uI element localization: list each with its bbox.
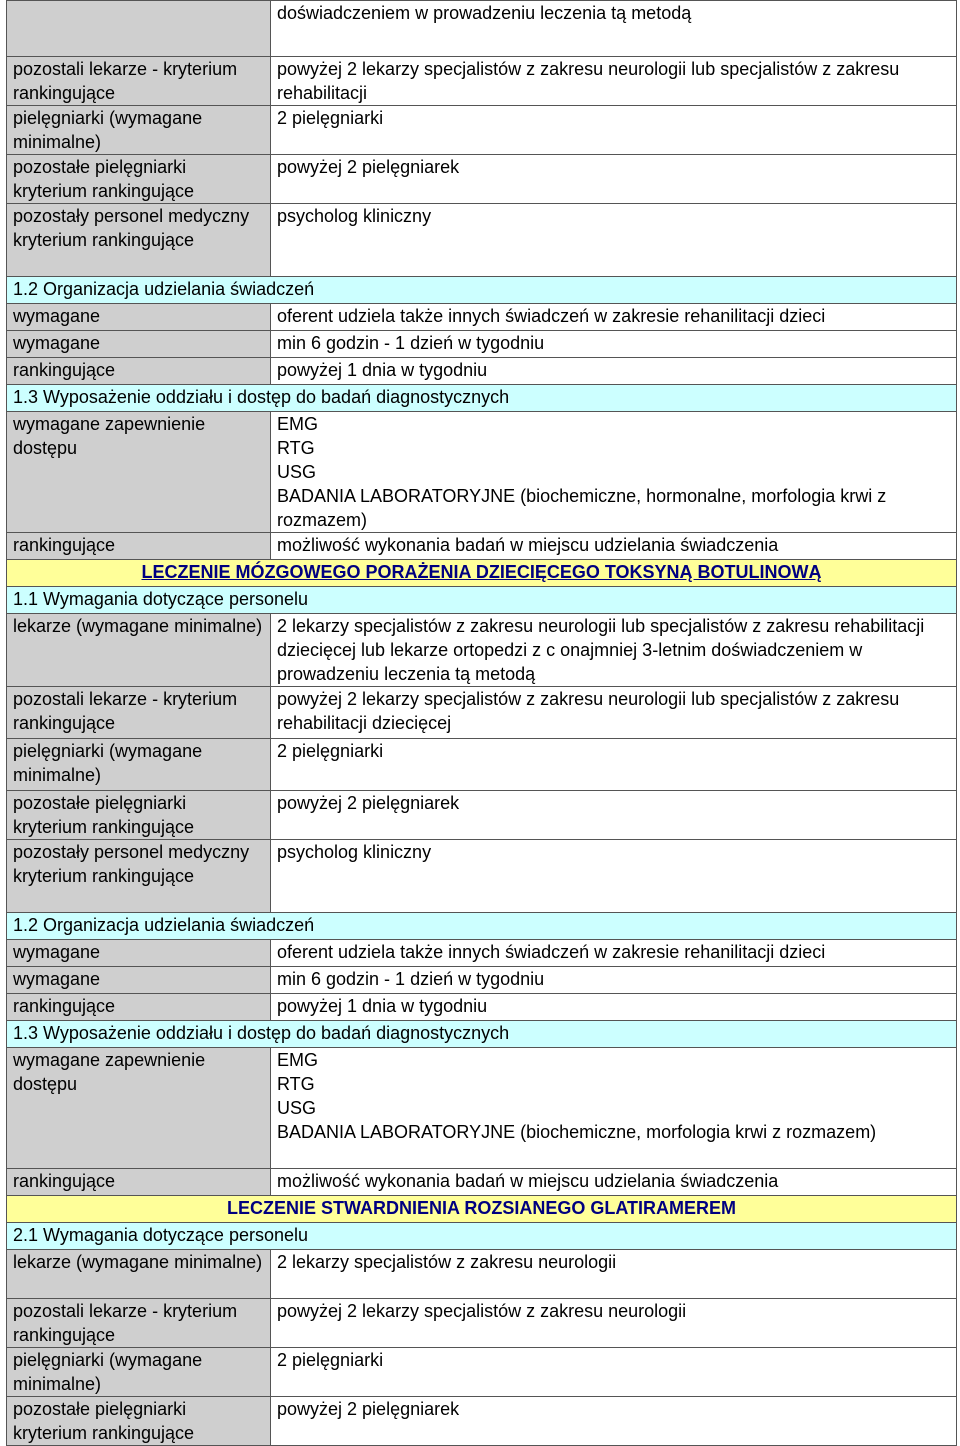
row-value: psycholog kliniczny <box>271 840 957 913</box>
row-value: powyżej 2 lekarzy specjalistów z zakresu neurologii lub specjalistów z zakresu rehabilitacji dziecięcej <box>271 687 957 739</box>
section-heading: 1.2 Organizacja udzielania świadczeń <box>7 913 957 940</box>
row-label: pozostałe pielęgniarki kryterium rankingujące <box>7 791 271 840</box>
row-value: 2 lekarzy specjalistów z zakresu neurologii <box>271 1250 957 1299</box>
section-heading-row <box>7 385 957 412</box>
row-label: lekarze (wymagane minimalne) <box>7 614 271 687</box>
equipment-item: USG <box>277 1098 317 1118</box>
section-heading: 1.2 Organizacja udzielania świadczeń <box>7 277 957 304</box>
row-label: pozostali lekarze - kryterium rankingujące <box>7 687 271 739</box>
row-label: pozostały personel medyczny kryterium rankingujące <box>7 204 271 277</box>
row-value: 2 pielęgniarki <box>271 739 957 791</box>
section-heading: 2.1 Wymagania dotyczące personelu <box>7 1223 957 1250</box>
table-row <box>7 1299 957 1348</box>
table-row <box>7 840 957 913</box>
table-row <box>7 533 957 560</box>
row-value: 2 lekarzy specjalistów z zakresu neurologii lub specjalistów z zakresu rehabilitacji dziecięcej lub lekarze ortopedzi z c onajmniej 3-letnim doświadczeniem w prowadzeniu leczenia tą metodą <box>271 614 957 687</box>
row-value: powyżej 2 lekarzy specjalistów z zakresu neurologii lub specjalistów z zakresu rehabilitacji <box>271 57 957 106</box>
equipment-item: EMG <box>277 414 319 434</box>
equipment-item: USG <box>277 462 317 482</box>
row-label: wymagane zapewnienie dostępu <box>7 1048 271 1169</box>
row-value: psycholog kliniczny <box>271 204 957 277</box>
table-row <box>7 1 957 57</box>
row-label: wymagane <box>7 940 271 967</box>
table-row <box>7 967 957 994</box>
row-label: pielęgniarki (wymagane minimalne) <box>7 739 271 791</box>
row-label: wymagane <box>7 331 271 358</box>
section-title: LECZENIE MÓZGOWEGO PORAŻENIA DZIECIĘCEGO TOKSYNĄ BOTULINOWĄ <box>7 560 957 587</box>
table-row <box>7 1048 957 1169</box>
equipment-item: RTG <box>277 438 315 458</box>
section-heading-row <box>7 587 957 614</box>
requirements-table <box>6 0 957 1446</box>
row-value: oferent udziela także innych świadczeń w zakresie rehanilitacji dzieci <box>271 940 957 967</box>
row-value: 2 pielęgniarki <box>271 106 957 155</box>
row-label: wymagane <box>7 967 271 994</box>
section-heading-row <box>7 277 957 304</box>
row-value: oferent udziela także innych świadczeń w zakresie rehanilitacji dzieci <box>271 304 957 331</box>
row-value: min 6 godzin - 1 dzień w tygodniu <box>271 331 957 358</box>
row-label: wymagane <box>7 304 271 331</box>
row-value: powyżej 2 lekarzy specjalistów z zakresu neurologii <box>271 1299 957 1348</box>
row-label: rankingujące <box>7 1169 271 1196</box>
equipment-item: RTG <box>277 1074 315 1094</box>
row-label <box>7 1 271 57</box>
section-heading: 1.3 Wyposażenie oddziału i dostęp do badań diagnostycznych <box>7 385 957 412</box>
row-value: powyżej 1 dnia w tygodniu <box>271 994 957 1021</box>
table-row <box>7 687 957 739</box>
table-row <box>7 358 957 385</box>
table-row <box>7 331 957 358</box>
table-row <box>7 739 957 791</box>
equipment-item: BADANIA LABORATORYJNE (biochemiczne, morfologia krwi z rozmazem) <box>277 1122 877 1142</box>
row-label: pielęgniarki (wymagane minimalne) <box>7 106 271 155</box>
row-value: 2 pielęgniarki <box>271 1348 957 1397</box>
equipment-item: EMG <box>277 1050 319 1070</box>
row-value: powyżej 1 dnia w tygodniu <box>271 358 957 385</box>
row-label: wymagane zapewnienie dostępu <box>7 412 271 533</box>
row-value: min 6 godzin - 1 dzień w tygodniu <box>271 967 957 994</box>
row-label: pozostały personel medyczny kryterium rankingujące <box>7 840 271 913</box>
section-title-row <box>7 1196 957 1223</box>
table-row <box>7 412 957 533</box>
table-row <box>7 994 957 1021</box>
row-value: powyżej 2 pielęgniarek <box>271 155 957 204</box>
row-label: pozostałe pielęgniarki kryterium rankingujące <box>7 1397 271 1446</box>
table-row <box>7 1397 957 1446</box>
section-heading-row <box>7 913 957 940</box>
row-label: rankingujące <box>7 994 271 1021</box>
equipment-item: BADANIA LABORATORYJNE (biochemiczne, hormonalne, morfologia krwi z rozmazem) <box>277 486 887 530</box>
row-label: lekarze (wymagane minimalne) <box>7 1250 271 1299</box>
table-row <box>7 791 957 840</box>
table-row <box>7 614 957 687</box>
section-title-row <box>7 560 957 587</box>
row-value <box>271 412 957 533</box>
row-value: powyżej 2 pielęgniarek <box>271 791 957 840</box>
row-value: możliwość wykonania badań w miejscu udzielania świadczenia <box>271 1169 957 1196</box>
row-label: pielęgniarki (wymagane minimalne) <box>7 1348 271 1397</box>
row-label: pozostali lekarze - kryterium rankingujące <box>7 1299 271 1348</box>
row-value: doświadczeniem w prowadzeniu leczenia tą metodą <box>271 1 957 57</box>
row-value: możliwość wykonania badań w miejscu udzielania świadczenia <box>271 533 957 560</box>
section-heading-row <box>7 1223 957 1250</box>
table-row <box>7 940 957 967</box>
table-row <box>7 106 957 155</box>
table-row <box>7 1169 957 1196</box>
section-heading: 1.3 Wyposażenie oddziału i dostęp do badań diagnostycznych <box>7 1021 957 1048</box>
table-row <box>7 1348 957 1397</box>
table-row <box>7 204 957 277</box>
section-heading-row <box>7 1021 957 1048</box>
table-row <box>7 155 957 204</box>
table-row <box>7 304 957 331</box>
table-row <box>7 1250 957 1299</box>
section-title: LECZENIE STWARDNIENIA ROZSIANEGO GLATIRAMEREM <box>7 1196 957 1223</box>
row-label: rankingujące <box>7 358 271 385</box>
row-label: rankingujące <box>7 533 271 560</box>
row-value <box>271 1048 957 1169</box>
row-label: pozostałe pielęgniarki kryterium rankingujące <box>7 155 271 204</box>
section-heading: 1.1 Wymagania dotyczące personelu <box>7 587 957 614</box>
row-label: pozostali lekarze - kryterium rankingujące <box>7 57 271 106</box>
table-row <box>7 57 957 106</box>
row-value: powyżej 2 pielęgniarek <box>271 1397 957 1446</box>
